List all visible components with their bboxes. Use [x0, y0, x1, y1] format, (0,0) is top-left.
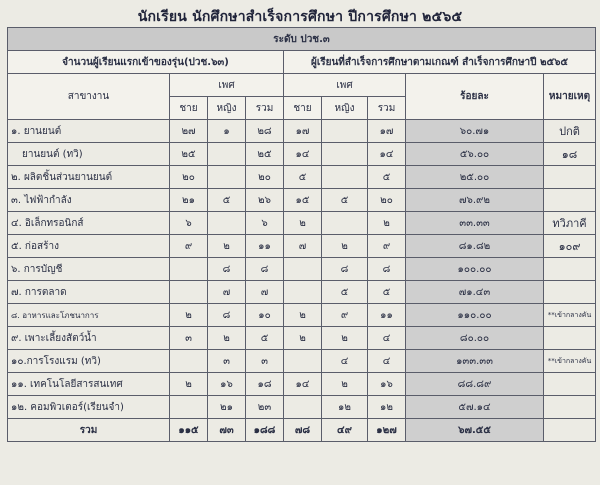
- grad-male: [284, 350, 322, 373]
- table-row: [8, 396, 596, 419]
- entry-female: [208, 143, 246, 166]
- table-row: [8, 373, 596, 396]
- table-row: [8, 304, 596, 327]
- remark: **เข้ากลางคัน: [544, 350, 596, 373]
- entry-male: ๖: [170, 212, 208, 235]
- total-grad-male: ๗๘: [284, 419, 322, 442]
- remark: [544, 166, 596, 189]
- remark: [544, 373, 596, 396]
- entry-female: ๕: [208, 189, 246, 212]
- entry-male: ๒๑: [170, 189, 208, 212]
- entry-female: ๑๖: [208, 373, 246, 396]
- program-name: ๑๑. เทคโนโลยีสารสนเทศ: [8, 373, 170, 396]
- grad-total: ๑๖: [368, 373, 406, 396]
- program-name: ๙. เพาะเลี้ยงสัตว์น้ำ: [8, 327, 170, 350]
- entry-female: [208, 166, 246, 189]
- remark: ทวิภาคี: [544, 212, 596, 235]
- table-row: [8, 235, 596, 258]
- grad-female: ๕: [322, 281, 368, 304]
- program-name: ๑๒. คอมพิวเตอร์(เรียนจำ): [8, 396, 170, 419]
- percent: ๕๗.๑๔: [406, 396, 544, 419]
- percent-header: ร้อยละ: [406, 74, 544, 120]
- entry-female: ๗: [208, 281, 246, 304]
- percent: ๖๐.๗๑: [406, 120, 544, 143]
- grad-total: ๑๒: [368, 396, 406, 419]
- percent: ๒๕.๐๐: [406, 166, 544, 189]
- total-entry-male: ๑๑๕: [170, 419, 208, 442]
- entry-total: ๖: [246, 212, 284, 235]
- grad-total: ๑๔: [368, 143, 406, 166]
- entry-total: ๕: [246, 327, 284, 350]
- remark: [544, 327, 596, 350]
- total-entry-female: ๗๓: [208, 419, 246, 442]
- total-percent: ๖๗.๕๕: [406, 419, 544, 442]
- percent: ๘๑.๘๒: [406, 235, 544, 258]
- grad-male: [284, 258, 322, 281]
- total-entry-total: ๑๘๘: [246, 419, 284, 442]
- table-row: [8, 327, 596, 350]
- grad-female: ๘: [322, 258, 368, 281]
- level-label: ระดับ ปวช.๓: [8, 28, 596, 51]
- program-header: สาขางาน: [8, 74, 170, 120]
- entry-male: ๒: [170, 373, 208, 396]
- program-name: ๖. การบัญชี: [8, 258, 170, 281]
- grad-total: ๙: [368, 235, 406, 258]
- grad-female: ๑๒: [322, 396, 368, 419]
- entry-male-header: ชาย: [170, 97, 208, 120]
- percent: ๘๘.๘๙: [406, 373, 544, 396]
- grad-male: ๑๔: [284, 143, 322, 166]
- total-grad-female: ๔๙: [322, 419, 368, 442]
- grad-total: ๔: [368, 350, 406, 373]
- grad-male: ๒: [284, 304, 322, 327]
- group-left-header: จำนวนผู้เรียนแรกเข้าของรุ่น(ปวช.๖๓): [8, 51, 284, 74]
- entry-total: ๑๐: [246, 304, 284, 327]
- table-row: [8, 166, 596, 189]
- entry-total: ๑๘: [246, 373, 284, 396]
- grad-total: ๑๑: [368, 304, 406, 327]
- entry-male: [170, 396, 208, 419]
- percent: ๑๑๐.๐๐: [406, 304, 544, 327]
- grad-female: ๒: [322, 373, 368, 396]
- table-row: [8, 350, 596, 373]
- grad-total: ๔: [368, 327, 406, 350]
- grad-total: ๒๐: [368, 189, 406, 212]
- grad-total-header: รวม: [368, 97, 406, 120]
- entry-total: ๒๘: [246, 120, 284, 143]
- entry-male: ๒๕: [170, 143, 208, 166]
- entry-female: ๒: [208, 235, 246, 258]
- table-row: [8, 212, 596, 235]
- entry-male: ๒๐: [170, 166, 208, 189]
- percent: ๗๖.๙๒: [406, 189, 544, 212]
- percent: ๕๖.๐๐: [406, 143, 544, 166]
- grad-female: ๒: [322, 235, 368, 258]
- percent: ๑๐๐.๐๐: [406, 258, 544, 281]
- program-name: ๓. ไฟฟ้ากำลัง: [8, 189, 170, 212]
- program-name: ๕. ก่อสร้าง: [8, 235, 170, 258]
- entry-female: ๒๑: [208, 396, 246, 419]
- table-row: [8, 281, 596, 304]
- grad-male: [284, 281, 322, 304]
- graduation-table: [7, 27, 596, 442]
- program-name: ๗. การตลาด: [8, 281, 170, 304]
- grad-male: ๑๔: [284, 373, 322, 396]
- total-remark: [544, 419, 596, 442]
- grad-female: [322, 212, 368, 235]
- entry-male: [170, 258, 208, 281]
- grad-female: ๕: [322, 189, 368, 212]
- entry-total-header: รวม: [246, 97, 284, 120]
- program-name: ยานยนต์ (ทวิ): [8, 143, 170, 166]
- table-body: [8, 120, 596, 419]
- remark-header: หมายเหตุ: [544, 74, 596, 120]
- remark: **เข้ากลางคัน: [544, 304, 596, 327]
- remark: [544, 189, 596, 212]
- entry-female: ๑: [208, 120, 246, 143]
- grad-female: ๒: [322, 327, 368, 350]
- remark: [544, 258, 596, 281]
- entry-male: ๓: [170, 327, 208, 350]
- percent: ๑๓๓.๓๓: [406, 350, 544, 373]
- grad-male: ๑๗: [284, 120, 322, 143]
- grad-total: ๑๗: [368, 120, 406, 143]
- grad-total: ๕: [368, 166, 406, 189]
- entry-gender-header: เพศ: [170, 74, 284, 97]
- grad-female: ๙: [322, 304, 368, 327]
- document-title: นักเรียน นักศึกษาสำเร็จการศึกษา ปีการศึกษา ๒๕๖๕: [137, 9, 463, 25]
- entry-total: ๒๖: [246, 189, 284, 212]
- entry-total: ๒๐: [246, 166, 284, 189]
- entry-female: ๒: [208, 327, 246, 350]
- total-grad-total: ๑๒๗: [368, 419, 406, 442]
- entry-total: ๑๑: [246, 235, 284, 258]
- grad-male: ๗: [284, 235, 322, 258]
- grad-male: ๒: [284, 327, 322, 350]
- grad-male: [284, 396, 322, 419]
- entry-total: ๒๕: [246, 143, 284, 166]
- table-row: [8, 189, 596, 212]
- percent: ๓๓.๓๓: [406, 212, 544, 235]
- entry-total: ๘: [246, 258, 284, 281]
- entry-male: [170, 281, 208, 304]
- entry-total: ๓: [246, 350, 284, 373]
- entry-total: ๒๓: [246, 396, 284, 419]
- grad-female: ๔: [322, 350, 368, 373]
- grad-male: ๑๕: [284, 189, 322, 212]
- grad-female: [322, 143, 368, 166]
- grad-female: [322, 166, 368, 189]
- remark: ๑๐๙: [544, 235, 596, 258]
- grad-male-header: ชาย: [284, 97, 322, 120]
- grad-total: ๒: [368, 212, 406, 235]
- grad-female-header: หญิง: [322, 97, 368, 120]
- program-name: ๔. อิเล็กทรอนิกส์: [8, 212, 170, 235]
- grad-total: ๘: [368, 258, 406, 281]
- group-right-header: ผู้เรียนที่สำเร็จการศึกษาตามเกณฑ์ สำเร็จการศึกษาปี ๒๕๖๕: [284, 51, 596, 74]
- entry-male: ๒๗: [170, 120, 208, 143]
- grad-male: ๕: [284, 166, 322, 189]
- entry-female: ๘: [208, 258, 246, 281]
- entry-female: ๘: [208, 304, 246, 327]
- entry-male: ๙: [170, 235, 208, 258]
- grad-gender-header: เพศ: [284, 74, 406, 97]
- entry-female: [208, 212, 246, 235]
- remark: ปกติ: [544, 120, 596, 143]
- entry-male: [170, 350, 208, 373]
- grad-total: ๕: [368, 281, 406, 304]
- grad-female: [322, 120, 368, 143]
- remark: [544, 396, 596, 419]
- table-row: [8, 120, 596, 143]
- total-label: รวม: [8, 419, 170, 442]
- table-row: [8, 258, 596, 281]
- table-row: [8, 143, 596, 166]
- entry-female: ๓: [208, 350, 246, 373]
- percent: ๘๐.๐๐: [406, 327, 544, 350]
- percent: ๗๑.๔๓: [406, 281, 544, 304]
- program-name: ๑๐.การโรงแรม (ทวิ): [8, 350, 170, 373]
- entry-total: ๗: [246, 281, 284, 304]
- entry-male: ๒: [170, 304, 208, 327]
- entry-female-header: หญิง: [208, 97, 246, 120]
- grad-male: ๒: [284, 212, 322, 235]
- remark: ๑๘: [544, 143, 596, 166]
- program-name: ๒. ผลิตชิ้นส่วนยานยนต์: [8, 166, 170, 189]
- program-name: ๑. ยานยนต์: [8, 120, 170, 143]
- program-name: ๘. อาหารและโภชนาการ: [8, 304, 170, 327]
- remark: [544, 281, 596, 304]
